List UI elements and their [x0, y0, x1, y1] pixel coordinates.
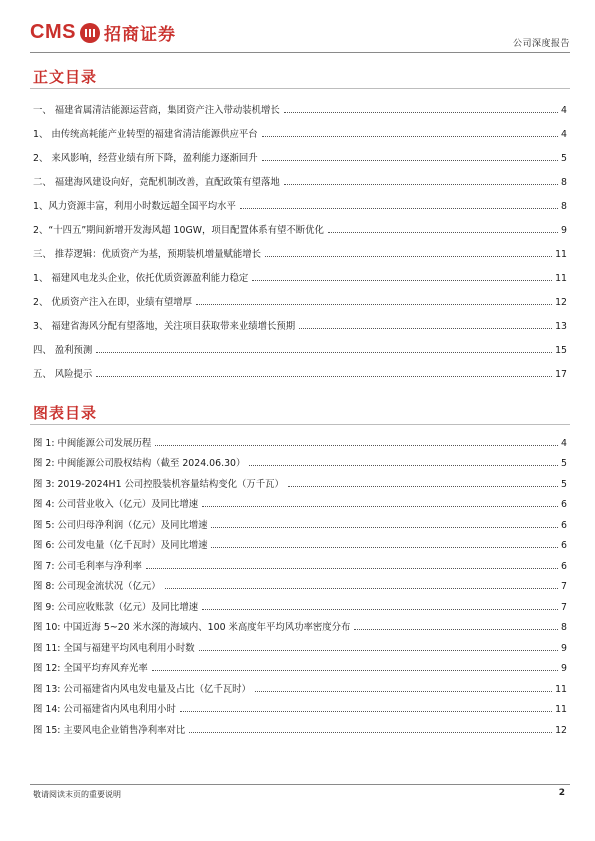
toc-section-title: 正文目录	[33, 68, 98, 86]
figure-entry-page-number: 12	[555, 724, 567, 736]
dot-leader	[152, 669, 558, 671]
toc-entry-label: 一、 福建省属清洁能源运营商，集团资产注入带动装机增长	[33, 105, 280, 116]
toc-entry[interactable]	[33, 284, 567, 308]
figure-entry[interactable]	[33, 490, 567, 511]
toc-entry-page-number: 4	[561, 105, 567, 116]
figure-entry-page-number: 7	[561, 601, 567, 613]
toc-entry-label: 四、 盈利预测	[33, 345, 93, 356]
toc-title-divider	[30, 88, 570, 89]
figure-entry-page-number: 7	[561, 581, 567, 592]
figure-entry[interactable]	[33, 510, 567, 531]
figure-entry[interactable]	[33, 613, 567, 634]
toc-entry-label: 2、 优质资产注入在即，业绩有望增厚	[33, 297, 192, 308]
dot-leader	[265, 255, 552, 257]
table-of-contents	[33, 92, 567, 380]
dot-leader	[252, 279, 552, 281]
figures-title-divider	[30, 424, 570, 425]
toc-entry[interactable]	[33, 164, 567, 188]
figure-entry-label: 图 4: 公司营业收入（亿元）及同比增速	[33, 499, 199, 510]
figure-entry-label: 图 10: 中国近海 5~20 米水深的海域内、100 米高度年平均风功率密度分布	[33, 622, 351, 633]
dot-leader	[155, 444, 558, 446]
dot-leader	[96, 351, 552, 353]
dot-leader	[196, 303, 552, 305]
page-number: 2	[558, 788, 565, 798]
dot-leader	[262, 135, 558, 137]
toc-entry-page-number: 17	[555, 369, 567, 380]
dot-leader	[165, 587, 558, 589]
list-of-figures	[33, 428, 567, 736]
dot-leader	[284, 183, 558, 185]
dot-leader	[189, 731, 552, 733]
figure-entry-page-number: 6	[561, 560, 567, 572]
figure-entry-label: 图 2: 中闽能源公司股权结构（截至 2024.06.30）	[33, 458, 246, 469]
figure-entry-page-number: 6	[561, 540, 567, 551]
toc-entry[interactable]	[33, 140, 567, 164]
toc-entry-page-number: 9	[561, 225, 567, 236]
dot-leader	[328, 231, 558, 233]
figure-entry-label: 图 5: 公司归母净利润（亿元）及同比增速	[33, 519, 208, 531]
logo-mark-icon	[83, 26, 97, 40]
figure-entry-page-number: 6	[561, 499, 567, 510]
dot-leader	[146, 567, 558, 569]
figure-entry-label: 图 3: 2019-2024H1 公司控股装机容量结构变化（万千瓦）	[33, 478, 284, 490]
dot-leader	[199, 649, 558, 651]
dot-leader	[262, 159, 558, 161]
dot-leader	[299, 327, 552, 329]
dot-leader	[96, 375, 552, 377]
toc-entry[interactable]	[33, 236, 567, 260]
figure-entry[interactable]	[33, 531, 567, 552]
logo-text-chinese: 招商证券	[103, 25, 176, 45]
figure-entry-label: 图 12: 全国平均弃风弃光率	[33, 663, 148, 674]
figure-entry[interactable]	[33, 469, 567, 490]
dot-leader	[255, 690, 552, 692]
figure-entry-page-number: 5	[561, 458, 567, 469]
dot-leader	[354, 628, 558, 630]
figure-entry-label: 图 6: 公司发电量（亿千瓦时）及同比增速	[33, 540, 208, 551]
figure-entry-label: 图 1: 中闽能源公司发展历程	[33, 437, 152, 449]
logo-text-cms: CMS	[30, 21, 76, 43]
figure-entry-page-number: 6	[561, 519, 567, 531]
toc-entry[interactable]	[33, 332, 567, 356]
toc-entry[interactable]	[33, 356, 567, 380]
dot-leader	[202, 505, 558, 507]
figure-entry-page-number: 4	[561, 437, 567, 449]
toc-entry-page-number: 11	[555, 249, 567, 260]
toc-entry-page-number: 13	[555, 321, 567, 332]
toc-entry-page-number: 8	[561, 201, 567, 212]
figure-entry-label: 图 7: 公司毛利率与净利率	[33, 560, 142, 572]
figure-entry-label: 图 15: 主要风电企业销售净利率对比	[33, 724, 186, 736]
toc-entry-label: 2、 来风影响，经营业绩有所下降，盈利能力逐渐回升	[33, 153, 258, 164]
toc-entry-label: 2、“十四五”期间新增开发海风超 10GW，项目配置体系有望不断优化	[33, 225, 324, 236]
figure-entry-label: 图 14: 公司福建省内风电利用小时	[33, 704, 176, 715]
dot-leader	[211, 546, 558, 548]
toc-entry-page-number: 4	[561, 129, 567, 140]
document-type-label: 公司深度报告	[512, 39, 570, 49]
header-divider	[30, 52, 570, 53]
toc-entry[interactable]	[33, 260, 567, 284]
company-logo	[30, 20, 176, 45]
figure-entry-label: 图 11: 全国与福建平均风电利用小时数	[33, 642, 195, 654]
page-header	[30, 16, 570, 50]
figures-section-title: 图表目录	[33, 404, 98, 422]
figure-entry[interactable]	[33, 695, 567, 716]
dot-leader	[240, 207, 558, 209]
figure-entry-page-number: 9	[561, 642, 567, 654]
toc-entry-label: 1、 福建风电龙头企业，依托优质资源盈利能力稳定	[33, 273, 249, 284]
figure-entry-label: 图 9: 公司应收账款（亿元）及同比增速	[33, 601, 199, 613]
toc-entry-label: 二、 福建海风建设向好，竞配机制改善，直配政策有望落地	[33, 177, 280, 188]
figure-entry-label: 图 13: 公司福建省内风电发电量及占比（亿千瓦时）	[33, 683, 251, 695]
figure-entry[interactable]	[33, 715, 567, 736]
toc-entry[interactable]	[33, 308, 567, 332]
toc-entry-page-number: 8	[561, 177, 567, 188]
logo-badge-icon	[80, 23, 100, 43]
figure-entry[interactable]	[33, 592, 567, 613]
toc-entry[interactable]	[33, 92, 567, 116]
toc-entry-label: 1、 由传统高耗能产业转型的福建省清洁能源供应平台	[33, 129, 258, 140]
toc-entry-page-number: 11	[555, 273, 567, 284]
dot-leader	[249, 464, 558, 466]
toc-entry[interactable]	[33, 212, 567, 236]
figure-entry-page-number: 9	[561, 663, 567, 674]
figure-entry-page-number: 8	[561, 622, 567, 633]
dot-leader	[211, 526, 558, 528]
toc-entry-page-number: 5	[561, 153, 567, 164]
disclaimer-note: 敬请阅读末页的重要说明	[33, 790, 121, 799]
figure-entry[interactable]	[33, 449, 567, 470]
toc-entry-label: 1、风力资源丰富，利用小时数远超全国平均水平	[33, 201, 236, 212]
toc-entry-label: 3、 福建省海风分配有望落地，关注项目获取带来业绩增长预期	[33, 321, 296, 332]
figure-entry[interactable]	[33, 551, 567, 572]
toc-entry-page-number: 12	[555, 297, 567, 308]
figure-entry-page-number: 11	[555, 704, 567, 715]
figure-entry[interactable]	[33, 633, 567, 654]
toc-entry[interactable]	[33, 116, 567, 140]
dot-leader	[202, 608, 558, 610]
figure-entry[interactable]	[33, 654, 567, 675]
toc-entry-page-number: 15	[555, 345, 567, 356]
toc-entry[interactable]	[33, 188, 567, 212]
footer-divider	[30, 784, 570, 785]
figure-entry-label: 图 8: 公司现金流状况（亿元）	[33, 581, 161, 592]
figure-entry[interactable]	[33, 674, 567, 695]
dot-leader	[288, 485, 558, 487]
figure-entry[interactable]	[33, 428, 567, 449]
figure-entry[interactable]	[33, 572, 567, 593]
figure-entry-page-number: 11	[555, 683, 567, 695]
toc-entry-label: 五、 风险提示	[33, 369, 93, 380]
dot-leader	[180, 710, 552, 712]
figure-entry-page-number: 5	[561, 478, 567, 490]
toc-entry-label: 三、 推荐逻辑：优质资产为基，预期装机增量赋能增长	[33, 249, 261, 260]
dot-leader	[284, 111, 558, 113]
